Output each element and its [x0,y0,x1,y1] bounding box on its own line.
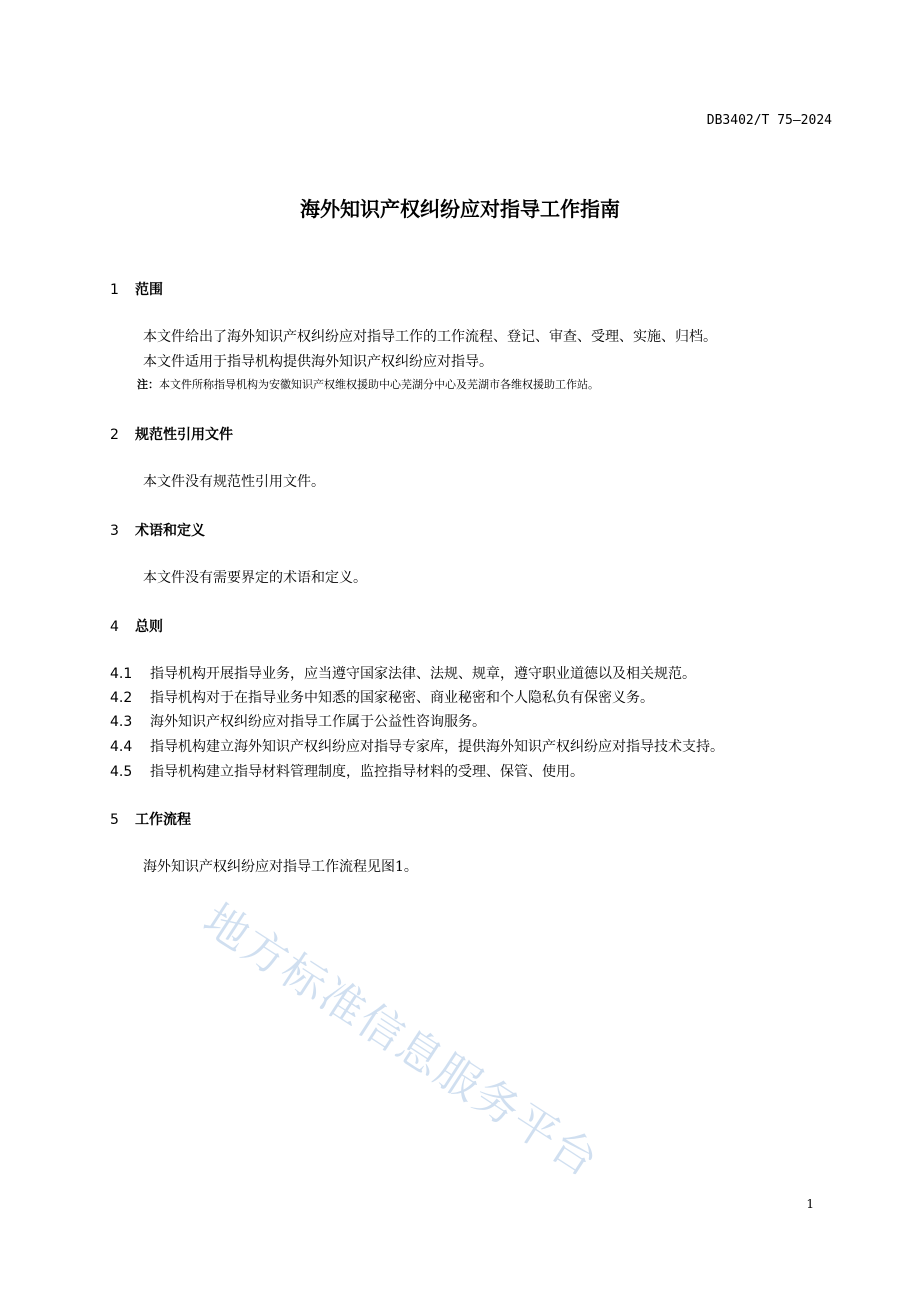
clause-number: 4.1 [110,666,133,682]
clause-text: 指导机构开展指导业务，应当遵守国家法律、法规、规章，遵守职业道德以及相关规范。 [150,666,696,682]
section-number: 2 [110,427,119,443]
clause-item [110,736,724,756]
note-label: 注： [137,378,159,391]
clause-item [110,761,584,781]
clause-text: 指导机构建立指导材料管理制度，监控指导材料的受理、保管、使用。 [150,764,584,780]
terms-paragraph: 本文件没有需要界定的术语和定义。 [143,570,367,586]
clause-text: 海外知识产权纠纷应对指导工作属于公益性咨询服务。 [150,714,486,730]
clause-number: 4.4 [110,739,133,755]
section-1-heading [110,279,163,299]
clause-item [110,663,696,683]
section-title: 规范性引用文件 [135,427,233,443]
scope-paragraph-2: 本文件适用于指导机构提供海外知识产权纠纷应对指导。 [143,354,493,370]
section-4-heading [110,616,163,636]
section-number: 5 [110,812,119,828]
section-number: 3 [110,523,119,539]
note-text: 本文件所称指导机构为安徽知识产权维权援助中心芜湖分中心及芜湖市各维权援助工作站。 [159,378,599,391]
section-title: 术语和定义 [135,523,205,539]
section-2-heading [110,424,233,444]
section-title: 总则 [135,619,163,635]
section-3-heading [110,520,205,540]
section-number: 4 [110,619,119,635]
section-title: 工作流程 [135,812,191,828]
section-title: 范围 [135,282,163,298]
page-number: 1 [806,1197,814,1211]
watermark-text: 地方标准信息服务平台 [194,894,608,1188]
normative-refs-paragraph: 本文件没有规范性引用文件。 [143,474,325,490]
scope-note [137,376,599,392]
clause-number: 4.3 [110,714,133,730]
clause-text: 指导机构建立海外知识产权纠纷应对指导专家库，提供海外知识产权纠纷应对指导技术支持。 [150,739,724,755]
clause-text: 指导机构对于在指导业务中知悉的国家秘密、商业秘密和个人隐私负有保密义务。 [150,690,654,706]
scope-paragraph-1: 本文件给出了海外知识产权纠纷应对指导工作的工作流程、登记、审查、受理、实施、归档。 [143,329,717,345]
standard-code: DB3402/T 75—2024 [706,113,832,128]
workflow-paragraph: 海外知识产权纠纷应对指导工作流程见图1。 [143,859,418,875]
document-title: 海外知识产权纠纷应对指导工作指南 [300,197,620,221]
clause-number: 4.2 [110,690,133,706]
clause-item [110,687,654,707]
clause-item [110,711,486,731]
clause-number: 4.5 [110,764,133,780]
section-number: 1 [110,282,119,298]
section-5-heading [110,809,191,829]
